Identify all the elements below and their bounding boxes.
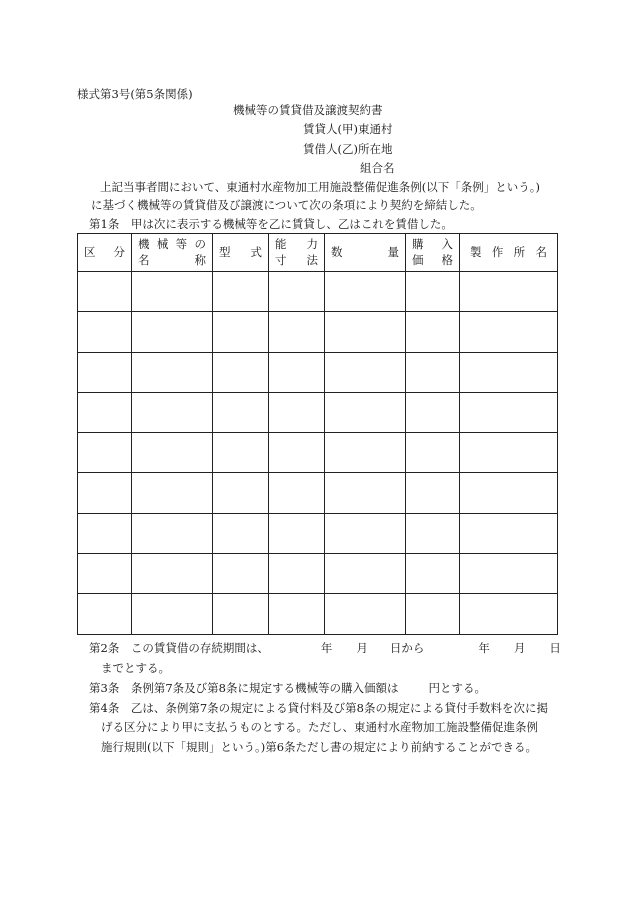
table-cell <box>132 272 213 312</box>
table-cell <box>406 513 460 553</box>
table-cell <box>78 513 132 553</box>
table-cell <box>132 554 213 594</box>
table-row <box>78 433 558 473</box>
table-cell <box>460 594 558 634</box>
table-cell <box>406 352 460 392</box>
table-row <box>78 473 558 513</box>
table-cell <box>78 554 132 594</box>
table-cell <box>406 473 460 513</box>
table-cell <box>406 272 460 312</box>
table-cell <box>269 392 325 432</box>
preamble-line-1: 上記当事者間において、東通村水産物加工用施設整備促進条例(以下「条例」という。) <box>100 180 540 194</box>
table-cell <box>460 473 558 513</box>
table-cell <box>213 433 269 473</box>
header-maker: 製 作 所 名 <box>460 234 558 272</box>
table-cell <box>213 513 269 553</box>
table-cell <box>132 352 213 392</box>
table-cell <box>78 594 132 634</box>
table-cell <box>325 473 406 513</box>
table-cell <box>78 392 132 432</box>
table-cell <box>132 433 213 473</box>
table-cell <box>213 594 269 634</box>
table-cell <box>132 312 213 352</box>
table-cell <box>213 392 269 432</box>
form-number: 様式第3号(第5条関係) <box>77 87 193 101</box>
article-4-line-1: 第4条 乙は、条例第7条の規定による貸付料及び第8条の規定による貸付手数料を次に掲 <box>89 701 548 715</box>
article-2-continuation: までとする。 <box>101 661 170 675</box>
header-quantity: 数 量 <box>325 234 406 272</box>
table-cell <box>269 433 325 473</box>
lessor-line: 賃貸人(甲)東通村 <box>303 122 393 136</box>
table-cell <box>460 513 558 553</box>
table-cell <box>460 392 558 432</box>
table-cell <box>269 473 325 513</box>
cooperative-line: 組合名 <box>360 161 395 175</box>
table-row <box>78 352 558 392</box>
table-cell <box>78 352 132 392</box>
table-cell <box>78 272 132 312</box>
table-cell <box>269 312 325 352</box>
table-cell <box>213 272 269 312</box>
table-cell <box>325 272 406 312</box>
header-purchase-price: 購 入 価 格 <box>406 234 460 272</box>
table-cell <box>325 392 406 432</box>
table-cell <box>325 433 406 473</box>
table-cell <box>132 392 213 432</box>
article-1: 第1条 甲は次に表示する機械等を乙に賃貸し、乙はこれを賃借した。 <box>89 217 453 231</box>
table-body <box>78 272 558 635</box>
table-cell <box>325 312 406 352</box>
article-2: 第2条 この賃貸借の存続期間は、 年 月 日から 年 月 日 <box>89 641 561 655</box>
table-cell <box>460 272 558 312</box>
table-cell <box>406 433 460 473</box>
table-row <box>78 554 558 594</box>
table-cell <box>78 473 132 513</box>
article-4-line-3: 施行規則(以下「規則」という。)第6条ただし書の規定により前納することができる。 <box>101 740 538 754</box>
article-4-line-2: げる区分により甲に支払うものとする。ただし、東通村水産物加工施設整備促進条例 <box>101 720 538 734</box>
table-row <box>78 272 558 312</box>
table-cell <box>78 433 132 473</box>
table-row <box>78 594 558 634</box>
table-row <box>78 392 558 432</box>
table-cell <box>325 513 406 553</box>
table-cell <box>269 272 325 312</box>
table-cell <box>325 594 406 634</box>
table-row <box>78 513 558 553</box>
preamble-line-2: に基づく機械等の賃貸借及び譲渡について次の条項により契約を締結した。 <box>91 198 482 212</box>
table-cell <box>460 312 558 352</box>
table-cell <box>406 594 460 634</box>
table-cell <box>325 352 406 392</box>
table-cell <box>78 312 132 352</box>
table-cell <box>132 473 213 513</box>
header-kubun: 区 分 <box>78 234 132 272</box>
table-cell <box>269 352 325 392</box>
table-cell <box>460 352 558 392</box>
table-cell <box>406 312 460 352</box>
table-cell <box>460 554 558 594</box>
table-cell <box>269 594 325 634</box>
lessee-line: 賃借人(乙)所在地 <box>303 142 393 156</box>
table-cell <box>213 312 269 352</box>
header-equipment-name: 機 械 等 の 名 称 <box>132 234 213 272</box>
table-cell <box>406 392 460 432</box>
table-cell <box>132 594 213 634</box>
table-cell <box>269 513 325 553</box>
table-cell <box>213 473 269 513</box>
article-3: 第3条 条例第7条及び第8条に規定する機械等の購入価額は 円とする。 <box>89 681 486 695</box>
table-header-row <box>78 234 558 272</box>
table-cell <box>460 433 558 473</box>
table-cell <box>325 554 406 594</box>
document-title: 機械等の賃貸借及譲渡契約書 <box>233 103 383 117</box>
table-cell <box>132 513 213 553</box>
table-cell <box>213 352 269 392</box>
table-row <box>78 312 558 352</box>
table-cell <box>213 554 269 594</box>
header-capacity: 能 力 寸 法 <box>269 234 325 272</box>
header-model: 型 式 <box>213 234 269 272</box>
table-cell <box>269 554 325 594</box>
table-cell <box>406 554 460 594</box>
equipment-table <box>77 233 558 635</box>
